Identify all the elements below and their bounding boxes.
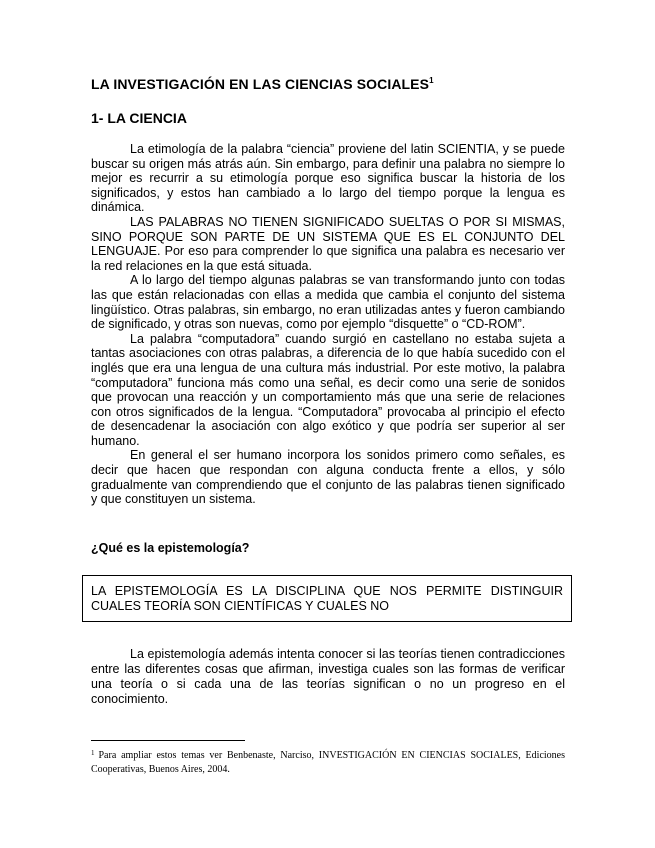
- footnote-divider: [91, 740, 245, 741]
- footnote-text: Para ampliar estos temas ver Benbenaste, Narciso, INVESTIGACIÓN EN CIENCIAS SOCIALES, Ediciones Cooperativas, Buenos Aires, 2004.: [91, 750, 565, 775]
- paragraph-computadora: La palabra “computadora” cuando surgió en castellano no estaba sujeta a tantas asociaciones con otras palabras, a diferencia de lo que había sucedido con el inglés que era una lengua de una cultura más industrial. Por este motivo, la palabra “computadora” funciona más como una señal, es decir como una serie de sonidos que provocan una reacción y un comportamiento más que una serie de relaciones con otros significados de la lengua. “Computadora” provocaba al principio el efecto de desencadenar la asociación con algo exótico y que podría ser superior al ser humano.: [91, 331, 565, 448]
- paragraph-epistemology: La epistemología además intenta conocer si las teorías tienen contradicciones entre las diferentes cosas que afirman, investiga cuales son las formas de verificar una teoría o si cada una de las teorías significan o no un progreso en el conocimiento.: [91, 647, 565, 706]
- closing-text: [91, 647, 565, 707]
- footnote-marker: 1: [91, 749, 95, 757]
- epistemology-question: ¿Qué es la epistemología?: [91, 541, 250, 555]
- paragraph-transformation: A lo largo del tiempo algunas palabras se van transformando junto con todas las que están relacionadas con ellas a medida que cambia el conjunto del sistema lingüístico. Otras palabras, sin embargo, no eran utilizadas antes y fueron cambiando de significado, y otras son nuevas, como por ejemplo “disquette” o “CD-ROM”.: [91, 273, 565, 332]
- definition-text: LA EPISTEMOLOGÍA ES LA DISCIPLINA QUE NOS PERMITE DISTINGUIR CUALES TEORÍA SON CIENTÍFICAS Y CUALES NO: [91, 584, 563, 613]
- body-text: [91, 142, 565, 507]
- definition-box: [82, 575, 572, 622]
- document-title: [91, 76, 571, 92]
- footnote: [91, 747, 565, 776]
- document-title-text: LA INVESTIGACIÓN EN LAS CIENCIAS SOCIALES: [91, 76, 430, 92]
- paragraph-system: LAS PALABRAS NO TIENEN SIGNIFICADO SUELTAS O POR SI MISMAS, SINO PORQUE SON PARTE DE UN SISTEMA QUE ES EL CONJUNTO DEL LENGUAJE. Por eso para comprender lo que significa una palabra es necesario ver la red relaciones en la que está situada.: [91, 214, 565, 273]
- section-heading: 1- LA CIENCIA: [91, 110, 187, 126]
- title-footnote-marker[interactable]: 1: [429, 76, 434, 85]
- paragraph-etymology: La etimología de la palabra “ciencia” proviene del latin SCIENTIA, y se puede buscar su origen más atrás aún. Sin embargo, para definir una palabra no siempre lo mejor es recurrir a su etimología porque eso significa buscar la historia de los significados, y estos han cambiado a lo largo del tiempo porque la lengua es dinámica.: [91, 142, 565, 215]
- paragraph-signals: En general el ser humano incorpora los sonidos primero como señales, es decir que hacen que respondan con alguna conducta frente a ellos, y sólo gradualmente van comprendiendo que el conjunto de las palabras tienen significado y que constituyen un sistema.: [91, 448, 565, 507]
